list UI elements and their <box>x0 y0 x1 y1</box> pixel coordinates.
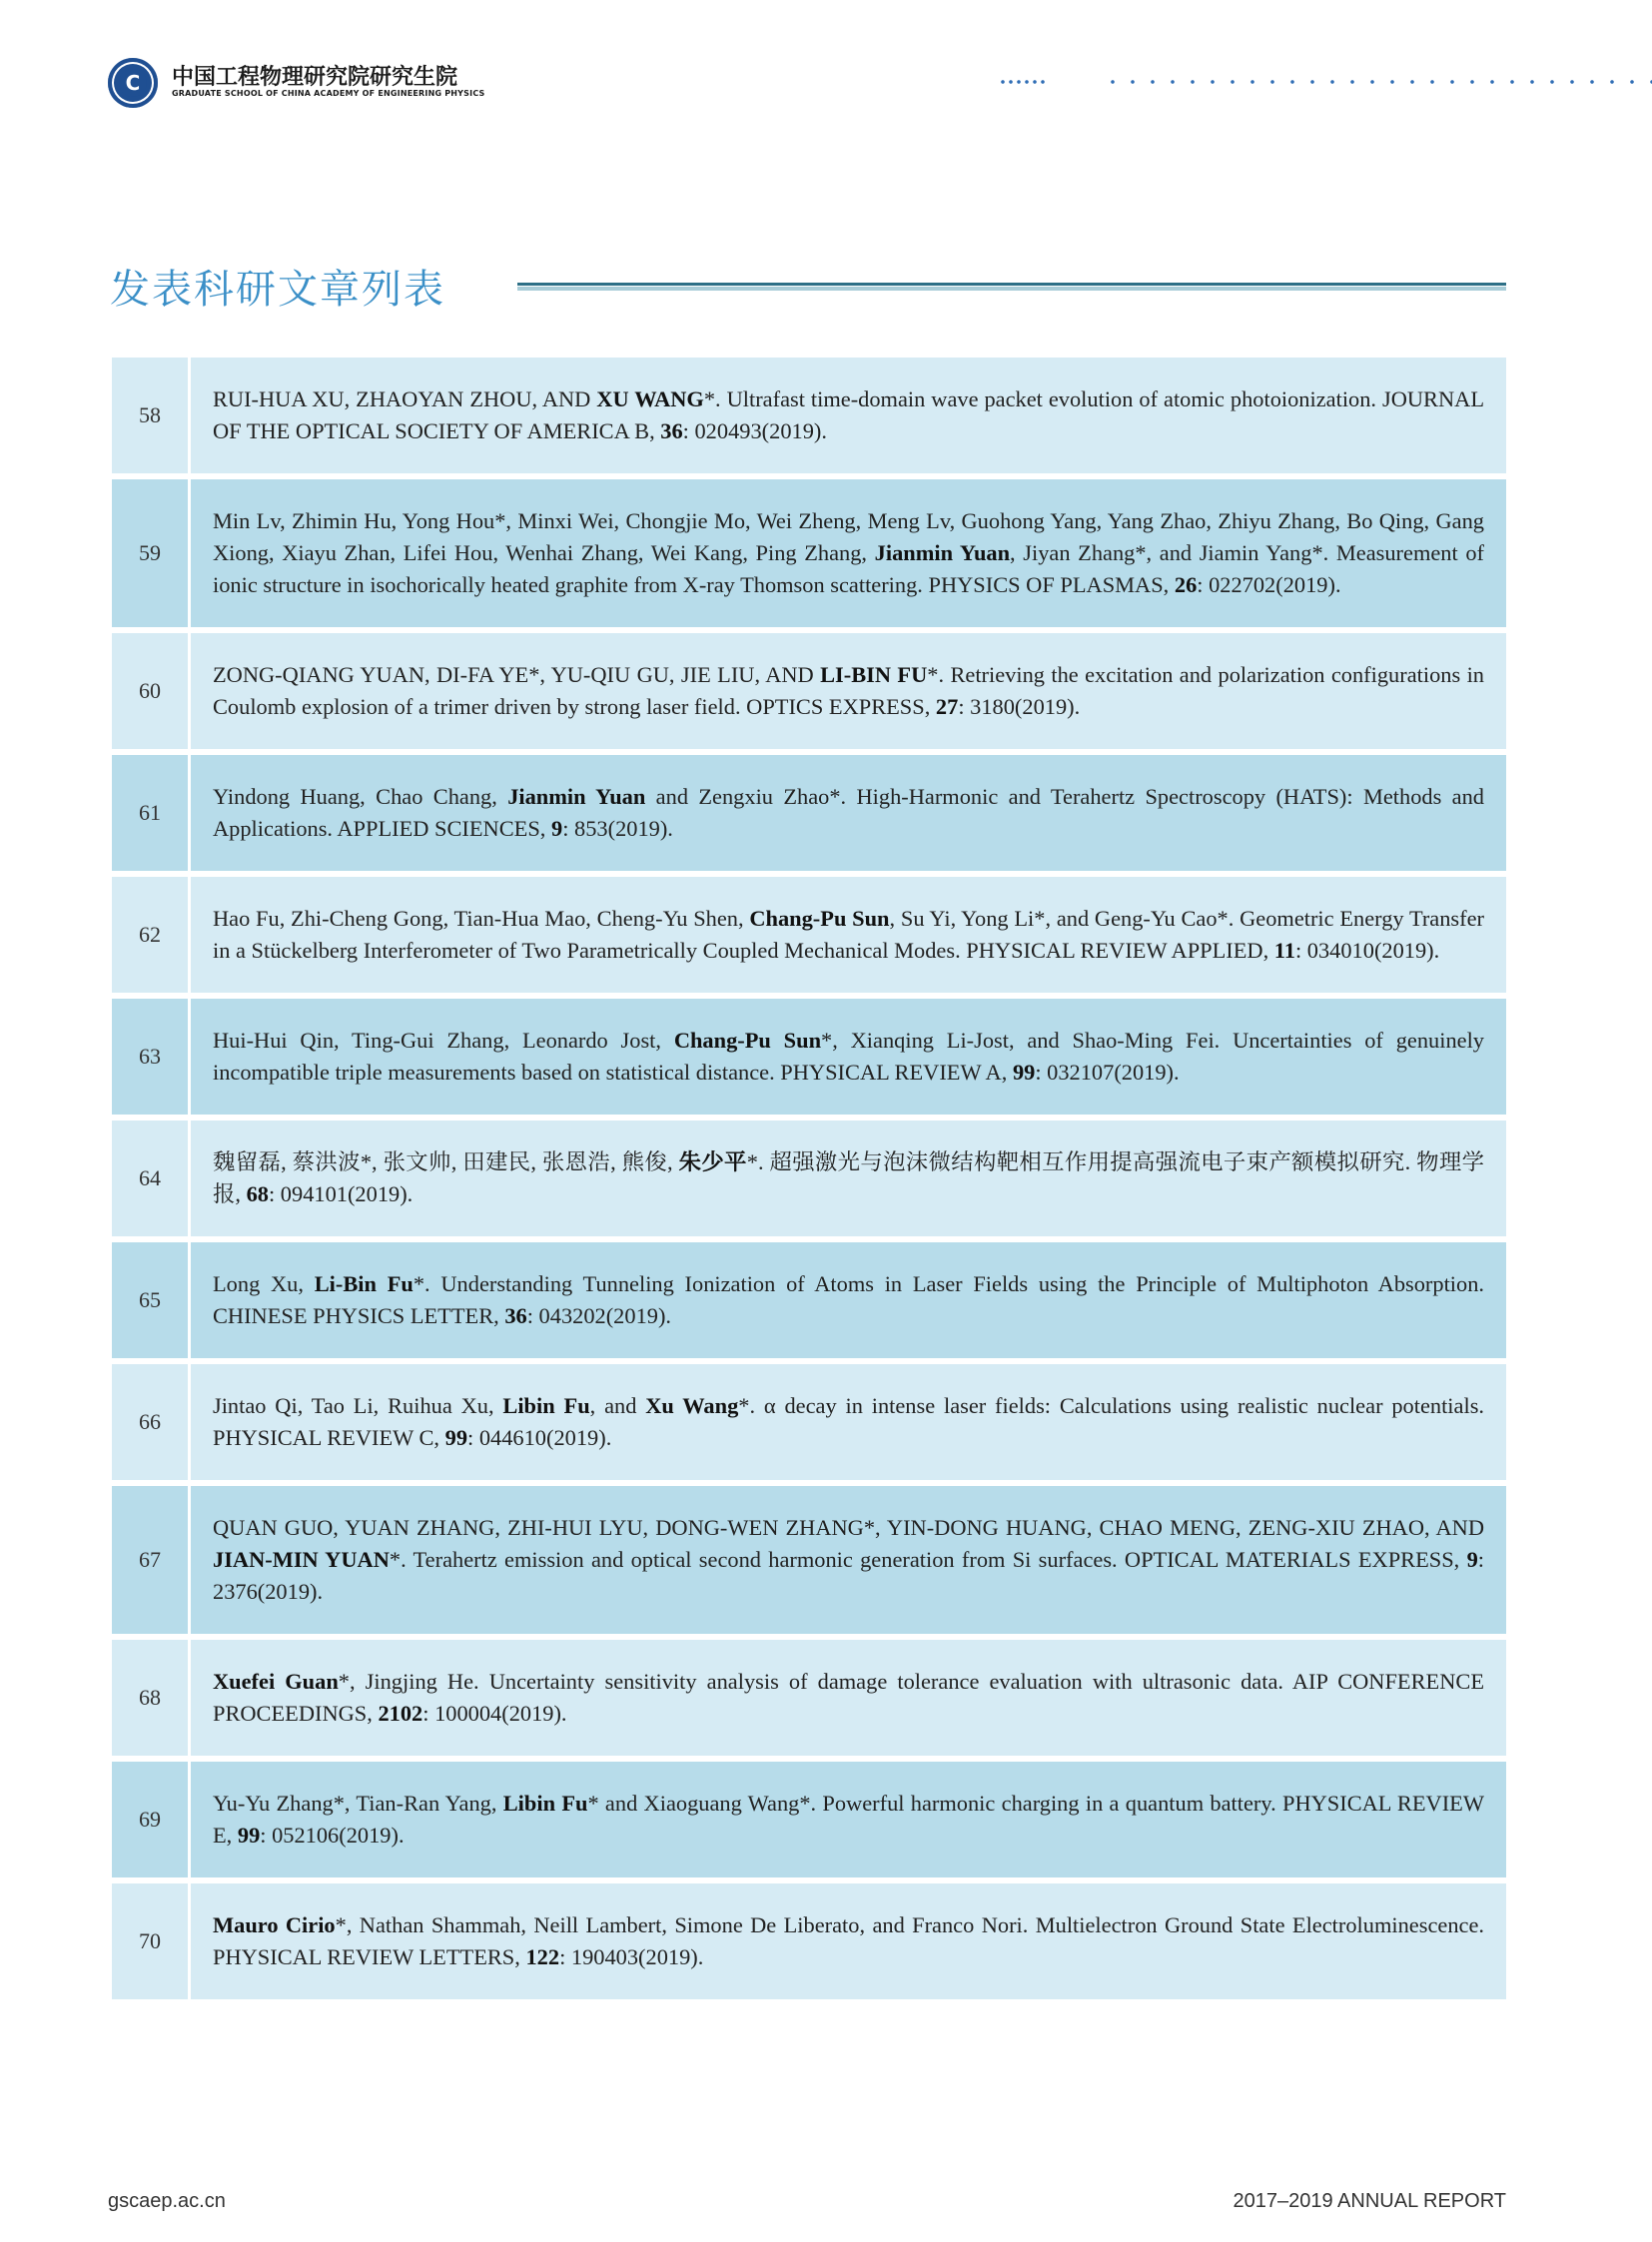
citation-segment: Hao Fu, Zhi-Cheng Gong, Tian-Hua Mao, Cheng-Yu Shen, <box>213 906 750 931</box>
org-name-cn: 中国工程物理研究院研究生院 <box>172 65 458 90</box>
publication-number: 61 <box>112 755 191 871</box>
publication-citation <box>191 755 1506 871</box>
citation-segment: : 044610(2019). <box>467 1425 612 1450</box>
publication-row <box>112 755 1506 871</box>
publication-citation <box>191 999 1506 1115</box>
citation-bold-segment: 9 <box>551 816 563 841</box>
publication-citation <box>191 1486 1506 1634</box>
page-header <box>108 56 1652 116</box>
citation-segment: , Jiyan Zhang*, and Jiamin Yang*. Measurement of ionic structure in isochorically heated graphite from X-ray Thomson scattering. PHYSICS OF PLASMAS, <box>213 540 1484 597</box>
publication-citation <box>191 1242 1506 1358</box>
citation-segment: *. Understanding Tunneling Ionization of Atoms in Laser Fields using the Principle of Multiphoton Absorption. CHINESE PHYSICS LETTER, <box>213 1271 1485 1328</box>
citation-bold-segment: Jianmin Yuan <box>874 540 1011 565</box>
publication-citation <box>191 1883 1506 1999</box>
publication-citation <box>191 633 1506 749</box>
publication-citation <box>191 479 1506 627</box>
publication-list <box>112 358 1506 2005</box>
citation-bold-segment: Jianmin Yuan <box>507 784 646 809</box>
citation-segment: * and Xiaoguang Wang*. Powerful harmonic charging in a quantum battery. PHYSICAL REVIEW E, <box>213 1791 1484 1848</box>
citation-segment: *. α decay in intense laser fields: Calculations using realistic nuclear potentials. PHYSICAL REVIEW C, <box>213 1393 1485 1450</box>
citation-bold-segment: 朱少平 <box>678 1149 747 1174</box>
citation-segment: and Zengxiu Zhao*. High-Harmonic and Terahertz Spectroscopy (HATS): Methods and Applications. APPLIED SCIENCES, <box>213 784 1484 841</box>
citation-segment: 魏留磊, 蔡洪波*, 张文帅, 田建民, 张恩浩, 熊俊, <box>213 1149 679 1174</box>
citation-bold-segment: Libin Fu <box>502 1393 590 1418</box>
citation-bold-segment: 2102 <box>378 1701 423 1726</box>
citation-bold-segment: 99 <box>1012 1060 1036 1085</box>
citation-segment: ZONG-QIANG YUAN, DI-FA YE*, YU-QIU GU, JIE LIU, AND <box>213 662 821 687</box>
publication-citation <box>191 877 1506 993</box>
citation-bold-segment: JIAN-MIN YUAN <box>213 1547 390 1572</box>
citation-bold-segment: Li-Bin Fu <box>314 1271 413 1296</box>
citation-bold-segment: Chang-Pu Sun <box>673 1028 822 1053</box>
publication-number: 70 <box>112 1883 191 1999</box>
section-title: 发表科研文章列表 <box>110 267 445 313</box>
citation-bold-segment: 36 <box>504 1303 527 1328</box>
dotted-decoration <box>1103 80 1652 84</box>
publication-number: 60 <box>112 633 191 749</box>
citation-bold-segment: Xuefei Guan <box>213 1669 339 1694</box>
publication-number: 69 <box>112 1762 191 1877</box>
publication-number: 66 <box>112 1364 191 1480</box>
citation-bold-segment: 9 <box>1466 1547 1478 1572</box>
citation-bold-segment: 122 <box>525 1944 560 1969</box>
citation-segment: : 052106(2019). <box>260 1823 405 1848</box>
citation-segment: *, Jingjing He. Uncertainty sensitivity analysis of damage tolerance evaluation with ultrasonic data. AIP CONFERENCE PROCEEDINGS, <box>213 1669 1484 1726</box>
citation-segment: , and <box>589 1393 646 1418</box>
publication-citation <box>191 1121 1506 1236</box>
publication-row <box>112 1762 1506 1877</box>
publication-citation <box>191 358 1506 473</box>
school-logo-icon: C <box>108 58 158 108</box>
publication-number: 63 <box>112 999 191 1115</box>
citation-bold-segment: 26 <box>1174 572 1198 597</box>
publication-row <box>112 1640 1506 1756</box>
publication-number: 62 <box>112 877 191 993</box>
citation-bold-segment: 99 <box>237 1823 261 1848</box>
citation-bold-segment: 11 <box>1273 938 1295 963</box>
publication-row <box>112 479 1506 627</box>
citation-segment: *. Ultrafast time-domain wave packet evolution of atomic photoionization. JOURNAL OF THE OPTICAL SOCIETY OF AMERICA B, <box>213 386 1484 443</box>
citation-segment: , Su Yi, Yong Li*, and Geng-Yu Cao*. Geometric Energy Transfer in a Stückelberg Interferometer of Two Parametrically Coupled Mechanical Modes. PHYSICAL REVIEW APPLIED, <box>213 906 1484 963</box>
citation-segment: Jintao Qi, Tao Li, Ruihua Xu, <box>213 1393 503 1418</box>
dotted-decoration <box>999 80 1045 84</box>
citation-segment: : 032107(2019). <box>1035 1060 1180 1085</box>
citation-segment: : 190403(2019). <box>559 1944 704 1969</box>
publication-citation <box>191 1364 1506 1480</box>
publication-number: 65 <box>112 1242 191 1358</box>
citation-segment: : 022702(2019). <box>1197 572 1341 597</box>
citation-segment: Yindong Huang, Chao Chang, <box>213 784 508 809</box>
citation-segment: Min Lv, Zhimin Hu, Yong Hou*, Minxi Wei, Chongjie Mo, Wei Zheng, Meng Lv, Guohong Yang, Yang Zhao, Zhiyu Zhang, Bo Qing, Gang Xiong, Xiayu Zhan, Lifei Hou, Wenhai Zhang, Wei Kang, Ping Zhang, <box>213 508 1484 565</box>
citation-segment: *. 超强激光与泡沫微结构靶相互作用提高强流电子束产额模拟研究. 物理学报, <box>213 1149 1485 1206</box>
citation-segment: QUAN GUO, YUAN ZHANG, ZHI-HUI LYU, DONG-WEN ZHANG*, YIN-DONG HUANG, CHAO MENG, ZENG-XIU ZHAO, AND <box>213 1515 1484 1540</box>
publication-row <box>112 1486 1506 1634</box>
footer-website: gscaep.ac.cn <box>108 2190 226 2212</box>
publication-number: 59 <box>112 479 191 627</box>
citation-bold-segment: LI-BIN FU <box>820 662 928 687</box>
citation-segment: : 2376(2019). <box>213 1547 1485 1604</box>
citation-bold-segment: 27 <box>935 694 959 719</box>
citation-bold-segment: Chang-Pu Sun <box>749 906 890 931</box>
citation-bold-segment: Xu Wang <box>645 1393 739 1418</box>
publication-citation <box>191 1762 1506 1877</box>
publication-number: 58 <box>112 358 191 473</box>
publication-row <box>112 999 1506 1115</box>
citation-bold-segment: Mauro Cirio <box>213 1912 336 1937</box>
citation-segment: RUI-HUA XU, ZHAOYAN ZHOU, AND <box>213 386 597 411</box>
org-name-en: GRADUATE SCHOOL OF CHINA ACADEMY OF ENGINEERING PHYSICS <box>172 89 485 98</box>
publication-citation <box>191 1640 1506 1756</box>
citation-bold-segment: 36 <box>660 418 683 443</box>
citation-bold-segment: 99 <box>444 1425 468 1450</box>
publication-number: 64 <box>112 1121 191 1236</box>
citation-segment: : 043202(2019). <box>526 1303 672 1328</box>
publication-row <box>112 1242 1506 1358</box>
publication-number: 67 <box>112 1486 191 1634</box>
citation-segment: : 020493(2019). <box>682 418 827 443</box>
citation-segment: *. Retrieving the excitation and polarization configurations in Coulomb explosion of a trimer driven by strong laser field. OPTICS EXPRESS, <box>213 662 1484 719</box>
publication-row <box>112 358 1506 473</box>
citation-segment: *, Xianqing Li-Jost, and Shao-Ming Fei. Uncertainties of genuinely incompatible triple measurements based on statistical distance. PHYSICAL REVIEW A, <box>213 1028 1484 1085</box>
publication-row <box>112 1883 1506 1999</box>
citation-segment: Hui-Hui Qin, Ting-Gui Zhang, Leonardo Jost, <box>213 1028 674 1053</box>
citation-bold-segment: XU WANG <box>596 386 704 411</box>
publication-row <box>112 1121 1506 1236</box>
citation-segment: *, Nathan Shammah, Neill Lambert, Simone De Liberato, and Franco Nori. Multielectron Ground State Electroluminescence. PHYSICAL REVIEW LETTERS, <box>213 1912 1484 1969</box>
publication-row <box>112 877 1506 993</box>
citation-bold-segment: 68 <box>246 1181 269 1206</box>
footer-report-label: 2017–2019 ANNUAL REPORT <box>1233 2190 1506 2212</box>
publication-row <box>112 1364 1506 1480</box>
citation-segment: : 094101(2019). <box>268 1181 413 1206</box>
citation-segment: Long Xu, <box>213 1271 315 1296</box>
publication-row <box>112 633 1506 749</box>
title-rule <box>517 283 1506 291</box>
citation-segment: : 3180(2019). <box>958 694 1081 719</box>
publication-number: 68 <box>112 1640 191 1756</box>
citation-segment: : 853(2019). <box>562 816 673 841</box>
citation-bold-segment: Libin Fu <box>502 1791 588 1816</box>
citation-segment: Yu-Yu Zhang*, Tian-Ran Yang, <box>213 1791 503 1816</box>
citation-segment: *. Terahertz emission and optical second harmonic generation from Si surfaces. OPTICAL MATERIALS EXPRESS, <box>389 1547 1467 1572</box>
citation-segment: : 100004(2019). <box>422 1701 567 1726</box>
citation-segment: : 034010(2019). <box>1294 938 1440 963</box>
